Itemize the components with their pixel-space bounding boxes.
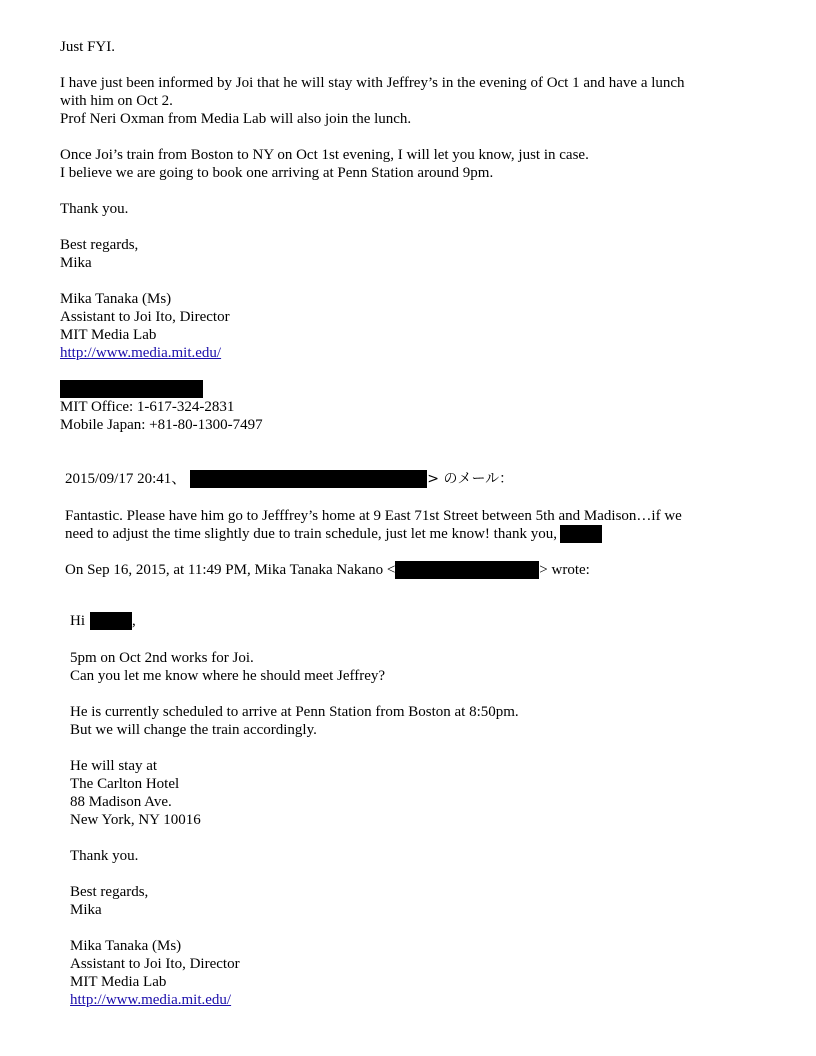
mobile-phone: Mobile Japan: +81-80-1300-7497	[60, 417, 263, 433]
hotel-address: 88 Madison Ave.	[70, 794, 172, 810]
body-line: Once Joi’s train from Boston to NY on Oct 1st evening, I will let you know, just in case.	[60, 147, 589, 163]
hotel-city: New York, NY 10016	[70, 812, 201, 828]
media-lab-link[interactable]: http://www.media.mit.edu/	[70, 992, 232, 1008]
thanks-line: Thank you.	[60, 201, 129, 217]
attribution-suffix: > wrote:	[539, 562, 590, 578]
signature-name: Mika Tanaka (Ms)	[70, 938, 182, 954]
signature-title: Assistant to Joi Ito, Director	[70, 956, 240, 972]
reply-line: Fantastic. Please have him go to Jefffrey’s home at 9 East 71st Street between 5th and Madison…if we	[65, 508, 682, 524]
redaction-bar	[90, 612, 132, 630]
closing-line: Best regards,	[60, 237, 139, 253]
hi-text: Hi	[70, 613, 85, 629]
office-phone: MIT Office: 1-617-324-2831	[60, 399, 235, 415]
signature-url-link[interactable]	[70, 991, 231, 1009]
reply-line	[65, 525, 602, 543]
inner-greeting	[70, 612, 136, 630]
hotel-name: The Carlton Hotel	[70, 776, 180, 792]
inner-line: He is currently scheduled to arrive at Penn Station from Boston at 8:50pm.	[70, 704, 519, 720]
redaction-block	[60, 380, 203, 398]
quoted-date: 2015/09/17 20:41、	[65, 471, 187, 487]
body-line: I have just been informed by Joi that he will stay with Jeffrey’s in the evening of Oct 1 and have a lunch	[60, 75, 685, 91]
inner-line: 5pm on Oct 2nd works for Joi.	[70, 650, 254, 666]
quoted-suffix: > のメール：	[427, 471, 514, 487]
signature-name: Mika Tanaka (Ms)	[60, 291, 172, 307]
redaction-bar	[60, 380, 203, 398]
inner-line: Can you let me know where he should meet Jeffrey?	[70, 668, 386, 684]
signature-org: MIT Media Lab	[70, 974, 167, 990]
hi-punct: ,	[132, 613, 136, 629]
body-line: with him on Oct 2.	[60, 93, 173, 109]
quoted-header	[65, 470, 513, 488]
sender-name: Mika	[60, 255, 92, 271]
reply-text: need to adjust the time slightly due to train schedule, just let me know! thank you,	[65, 526, 557, 542]
attribution-line	[65, 561, 590, 579]
signature-org: MIT Media Lab	[60, 327, 157, 343]
greeting-line: Just FYI.	[60, 39, 116, 55]
body-line: Prof Neri Oxman from Media Lab will also join the lunch.	[60, 111, 412, 127]
signature-url-link[interactable]	[60, 344, 221, 362]
inner-line: He will stay at	[70, 758, 158, 774]
closing-line: Best regards,	[70, 884, 149, 900]
redaction-bar	[560, 525, 602, 543]
attribution-prefix: On Sep 16, 2015, at 11:49 PM, Mika Tanaka Nakano <	[65, 562, 396, 578]
thanks-line: Thank you.	[70, 848, 139, 864]
sender-name: Mika	[70, 902, 102, 918]
signature-title: Assistant to Joi Ito, Director	[60, 309, 230, 325]
media-lab-link[interactable]: http://www.media.mit.edu/	[60, 345, 222, 361]
inner-line: But we will change the train accordingly.	[70, 722, 317, 738]
body-line: I believe we are going to book one arriving at Penn Station around 9pm.	[60, 165, 494, 181]
redaction-bar	[395, 561, 539, 579]
redaction-bar	[190, 470, 427, 488]
